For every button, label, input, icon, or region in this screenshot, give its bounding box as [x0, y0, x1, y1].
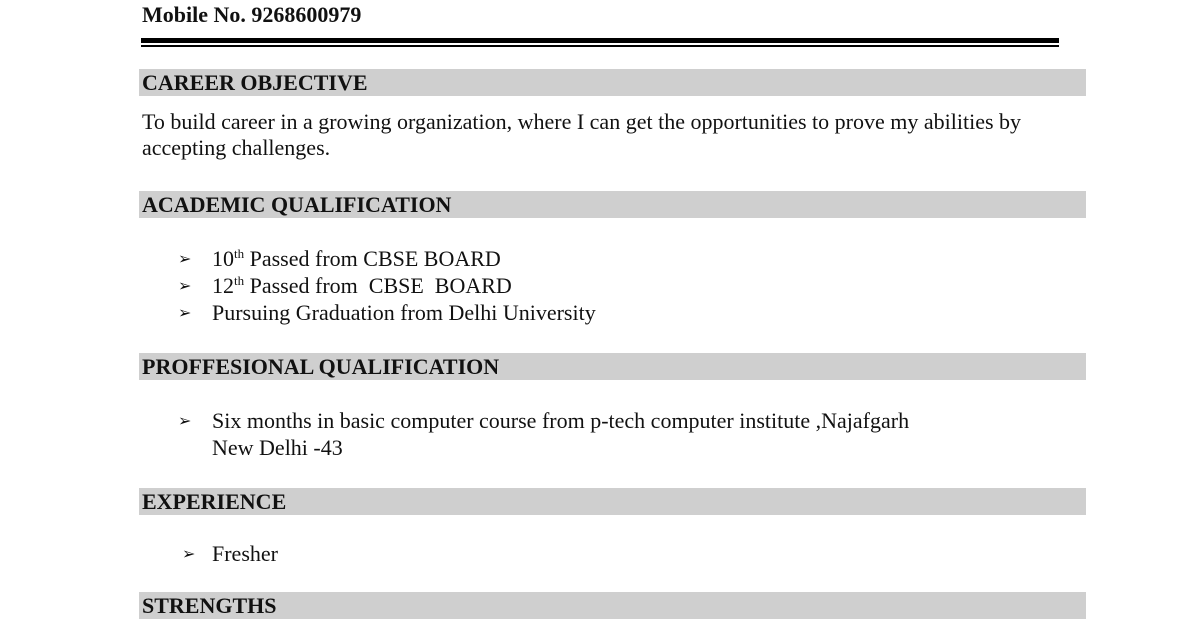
- section-header-academic: [139, 191, 1086, 218]
- section-title: EXPERIENCE: [142, 489, 287, 514]
- experience-list: [182, 540, 278, 567]
- section-title: STRENGTHS: [142, 593, 277, 618]
- arrowhead-bullet-icon: ➢: [178, 249, 192, 268]
- arrowhead-bullet-icon: ➢: [178, 303, 192, 322]
- section-header-professional: [139, 353, 1086, 380]
- list-item: ➢ 10th Passed from CBSE BOARD: [178, 246, 501, 271]
- arrowhead-bullet-icon: ➢: [178, 276, 192, 295]
- academic-list: [178, 245, 596, 326]
- section-title: ACADEMIC QUALIFICATION: [142, 192, 452, 217]
- list-item: ➢ Pursuing Graduation from Delhi University: [178, 300, 596, 325]
- career-objective-text: To build career in a growing organization, where I can get the opportunities to prove my abilities by accepting challenges.: [142, 109, 1022, 160]
- mobile-number: Mobile No. 9268600979: [142, 2, 362, 27]
- section-header-career-objective: [139, 69, 1086, 96]
- arrowhead-bullet-icon: ➢: [182, 544, 196, 563]
- header-divider-thin: [141, 45, 1059, 47]
- list-item: ➢ 12th Passed from CBSE BOARD: [178, 273, 512, 298]
- section-header-strengths: [139, 592, 1086, 619]
- section-header-experience: [139, 488, 1086, 515]
- list-item: ➢ Fresher: [182, 541, 278, 566]
- professional-list: [178, 407, 909, 461]
- section-title: CAREER OBJECTIVE: [142, 70, 368, 95]
- list-item-continuation: New Delhi -43: [212, 435, 343, 460]
- section-title: PROFFESIONAL QUALIFICATION: [142, 354, 500, 379]
- list-item: ➢ Six months in basic computer course from p-tech computer institute ,Najafgarh: [178, 408, 910, 433]
- header-divider-thick: [141, 38, 1059, 43]
- arrowhead-bullet-icon: ➢: [178, 411, 192, 430]
